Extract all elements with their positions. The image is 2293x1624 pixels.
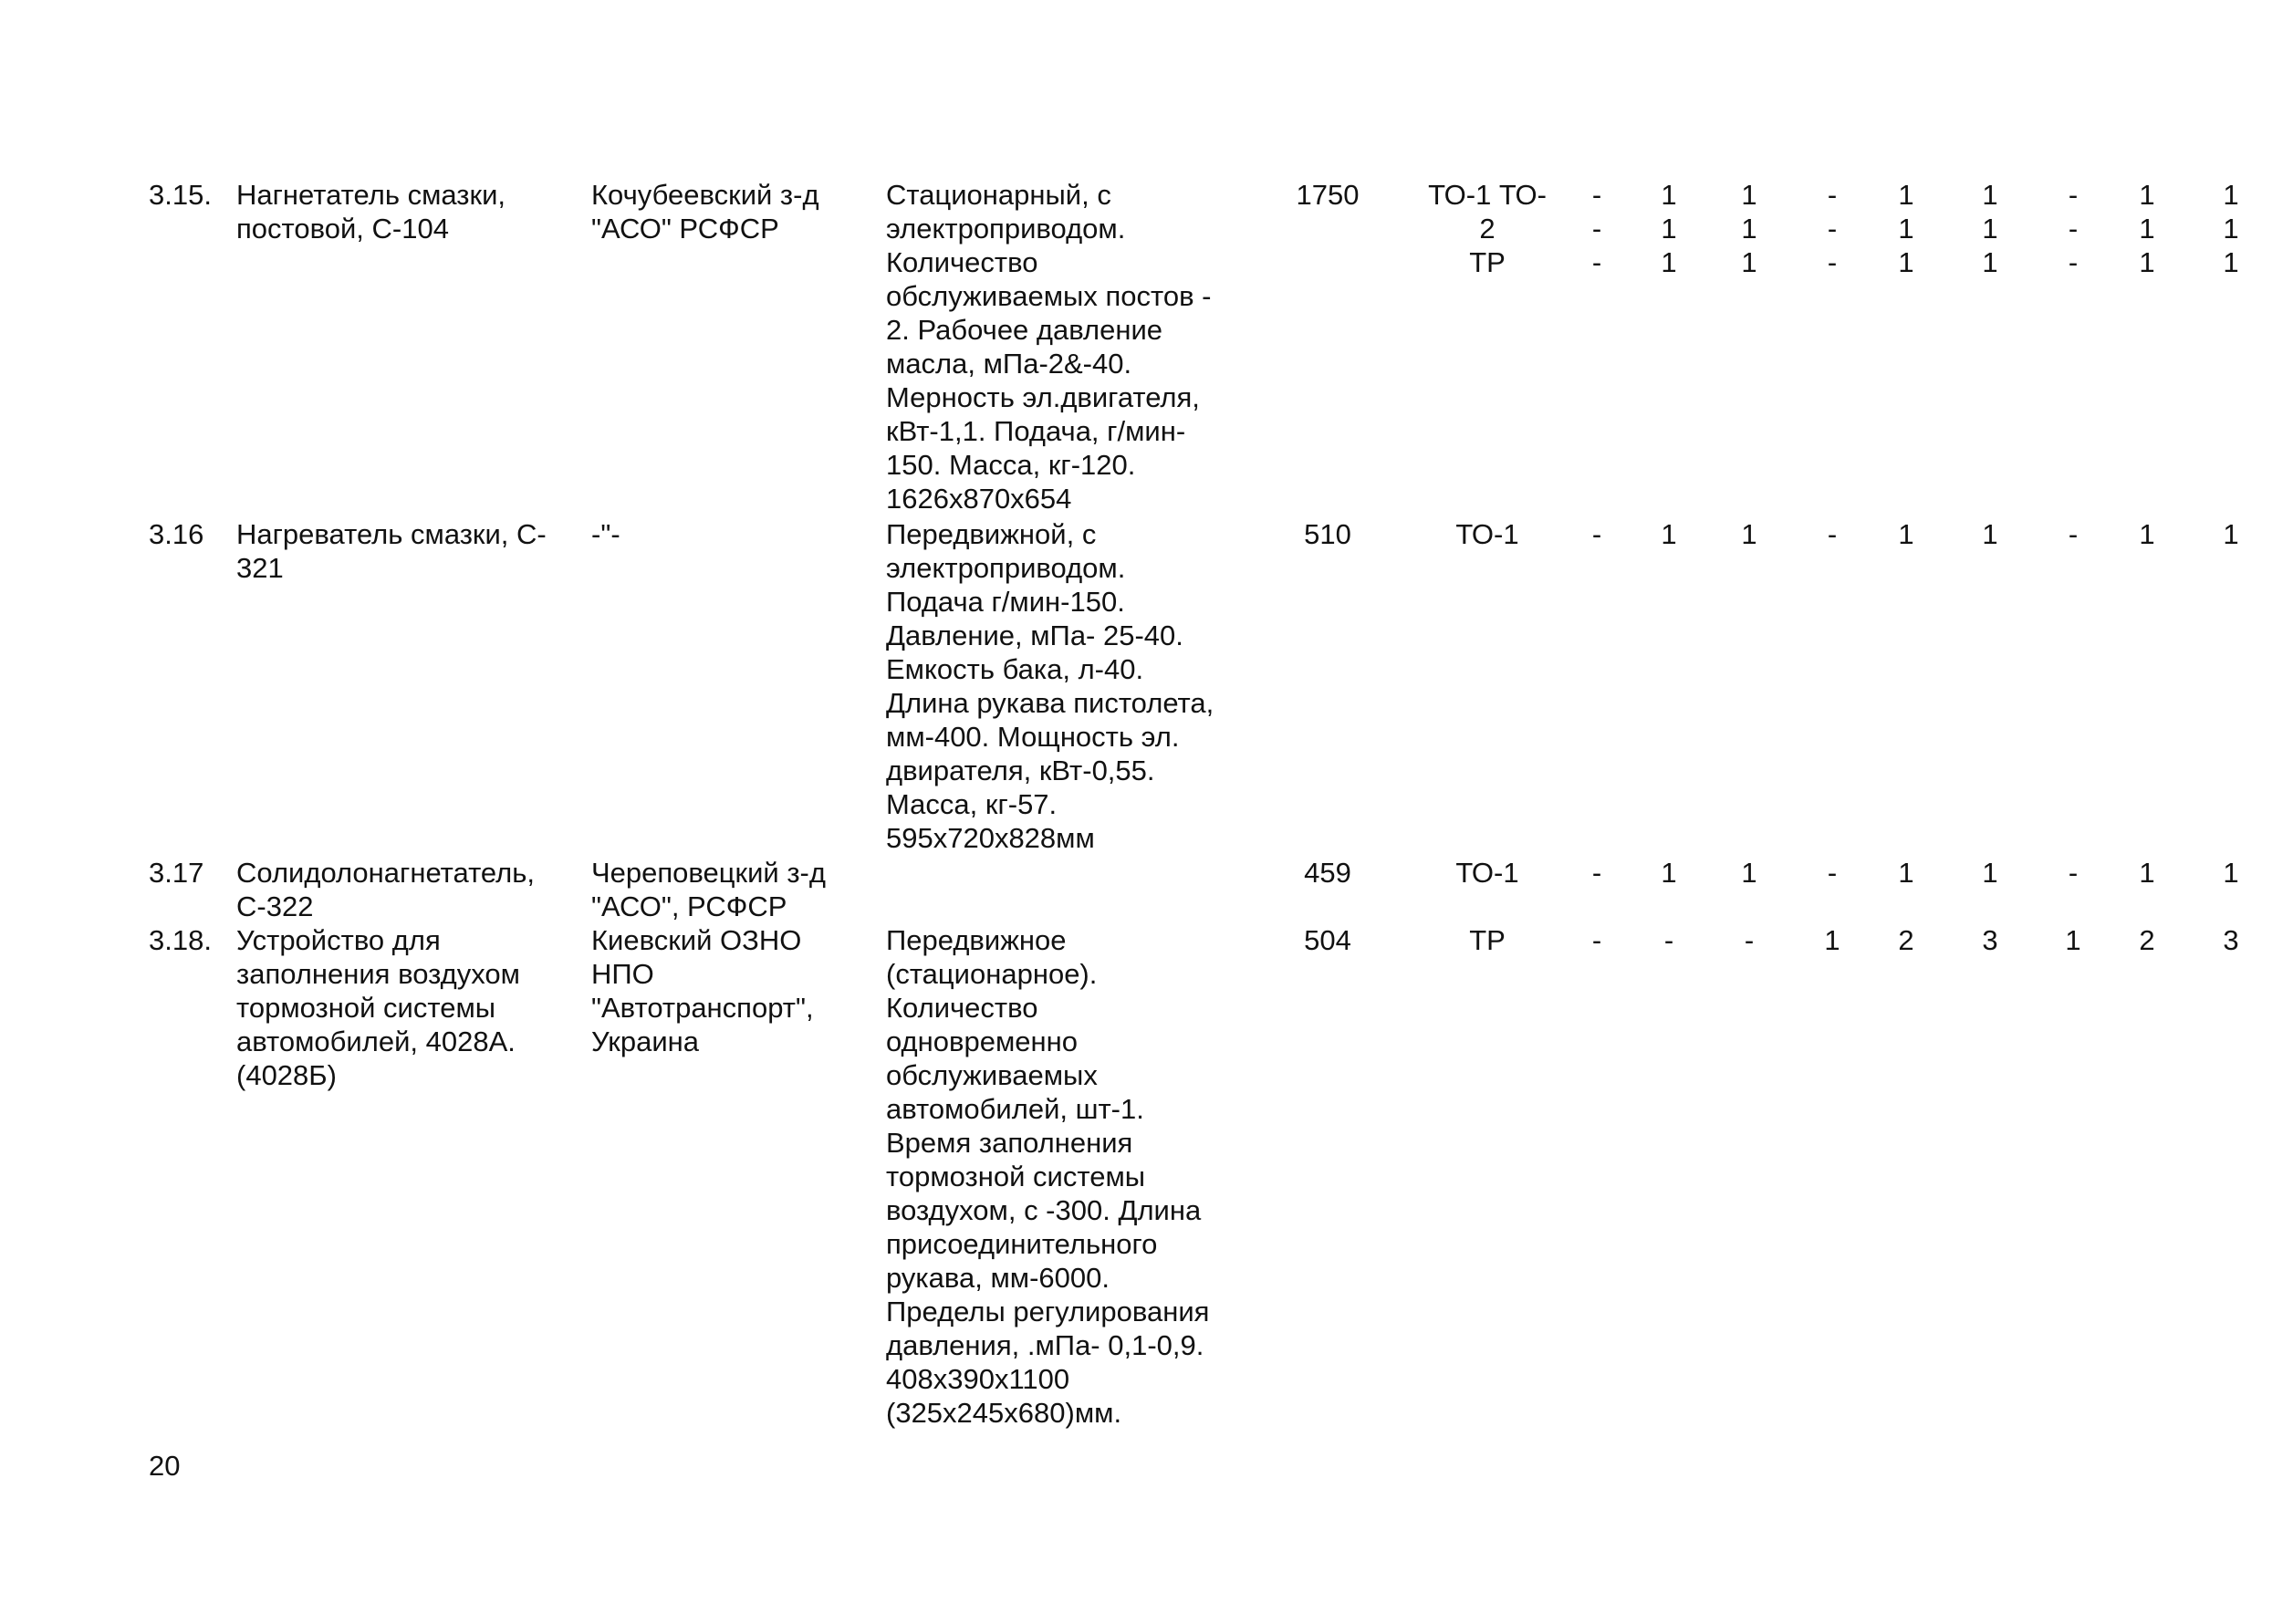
quantity-cell: 2	[1898, 924, 1914, 956]
quantity-cell: -	[1663, 924, 1674, 956]
price: 504	[1304, 924, 1351, 956]
row-number: 3.15.	[149, 179, 212, 211]
quantity-cell: 3	[1982, 924, 1998, 956]
quantity-cell: - - -	[1591, 179, 1602, 278]
manufacturer: Киевский ОЗНО НПО "Автотранспорт", Украина	[591, 924, 814, 1057]
quantity-cell: -	[1744, 924, 1755, 956]
description: Передвижное (стационарное). Количество одновременно обслуживаемых автомобилей, шт-1. Время заполнения тормозной системы воздухом, с -300. Длина присоединительного рукава, мм-6000. Пределы регулирования давления, .мПа- 0,1-0,9. 408х390х1100 (325х245х680)мм.	[886, 924, 1210, 1429]
equipment-name: Нагреватель смазки, С- 321	[236, 518, 547, 584]
row-number: 3.18.	[149, 924, 212, 956]
row-number: 3.17	[149, 857, 204, 889]
quantity-cell: 1	[2223, 857, 2239, 889]
quantity-cell: 1	[1741, 857, 1757, 889]
manufacturer: Череповецкий з-д "АСО", РСФСР	[591, 857, 826, 922]
quantity-cell: 1	[1824, 924, 1840, 956]
price: 1750	[1296, 179, 1360, 211]
quantity-cell: 1 1 1	[2139, 179, 2155, 278]
quantity-cell: 1	[1898, 857, 1914, 889]
manufacturer: Кочубеевский з-д "АСО" РСФСР	[591, 179, 819, 245]
quantity-cell: 1	[2065, 924, 2081, 956]
quantity-cell: 2	[2139, 924, 2155, 956]
quantity-cell: 1	[2139, 857, 2155, 889]
quantity-cell: -	[1827, 857, 1838, 889]
quantity-cell: 1	[1661, 857, 1677, 889]
quantity-cell: 1	[1898, 518, 1914, 550]
quantity-cell: -	[2068, 518, 2079, 550]
quantity-cell: 1	[1982, 857, 1998, 889]
page-number: 20	[149, 1450, 181, 1482]
quantity-cell: 1 1 1	[1898, 179, 1914, 278]
maintenance-type: ТР	[1469, 924, 1506, 956]
quantity-cell: - - -	[2068, 179, 2079, 278]
quantity-cell: 1 1 1	[1982, 179, 1998, 278]
quantity-cell: -	[1591, 857, 1602, 889]
quantity-cell: 1	[2139, 518, 2155, 550]
quantity-cell: 1 1 1	[1661, 179, 1677, 278]
equipment-name: Нагнетатель смазки, постовой, С-104	[236, 179, 506, 245]
quantity-cell: 1 1 1	[1741, 179, 1757, 278]
description: Стационарный, с электроприводом. Количество обслуживаемых постов - 2. Рабочее давление масла, мПа-2&-40. Мерность эл.двигателя, кВт-1,1. Подача, г/мин- 150. Масса, кг-120. 1626х870х654	[886, 179, 1212, 515]
maintenance-type: ТО-1 ТО- 2 ТР	[1428, 179, 1547, 278]
maintenance-type: ТО-1	[1455, 857, 1519, 889]
quantity-cell: - - -	[1827, 179, 1838, 278]
quantity-cell: 3	[2223, 924, 2239, 956]
row-number: 3.16	[149, 518, 204, 550]
quantity-cell: 1	[1661, 518, 1677, 550]
description: Передвижной, с электроприводом. Подача г/мин-150. Давление, мПа- 25-40. Емкость бака, л-40. Длина рукава пистолета, мм-400. Мощность эл. двирателя, кВт-0,55. Масса, кг-57. 595х720х828мм	[886, 518, 1214, 854]
quantity-cell: -	[1591, 924, 1602, 956]
price: 510	[1304, 518, 1351, 550]
quantity-cell: -	[1827, 518, 1838, 550]
quantity-cell: 1 1 1	[2223, 179, 2239, 278]
quantity-cell: -	[2068, 857, 2079, 889]
manufacturer: -"-	[591, 518, 620, 550]
quantity-cell: 1	[1741, 518, 1757, 550]
equipment-name: Солидолонагнетатель, С-322	[236, 857, 535, 922]
quantity-cell: 1	[1982, 518, 1998, 550]
quantity-cell: -	[1591, 518, 1602, 550]
price: 459	[1304, 857, 1351, 889]
equipment-name: Устройство для заполнения воздухом тормозной системы автомобилей, 4028А. (4028Б)	[236, 924, 520, 1091]
maintenance-type: ТО-1	[1455, 518, 1519, 550]
quantity-cell: 1	[2223, 518, 2239, 550]
